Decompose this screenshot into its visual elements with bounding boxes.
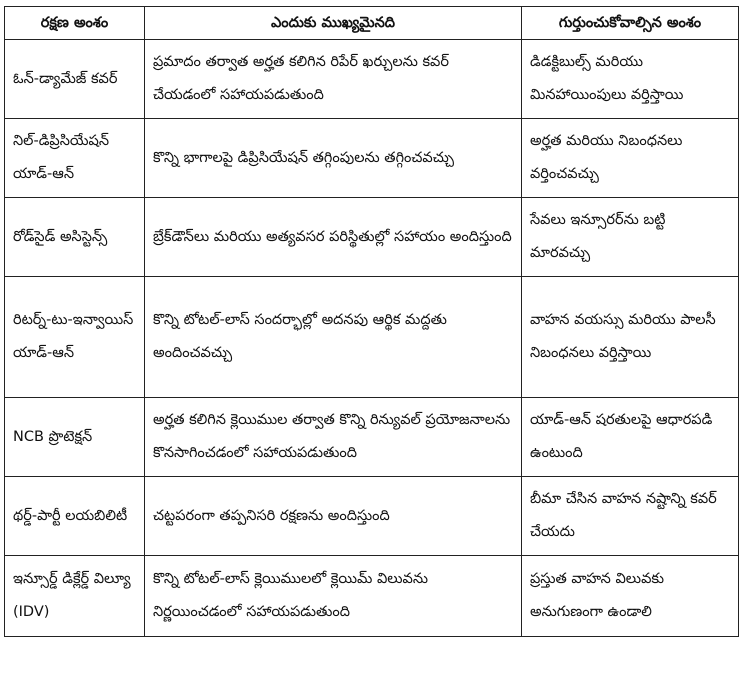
note-cell: సేవలు ఇన్సూరర్‌ను బట్టి మారవచ్చు (522, 198, 739, 277)
why-cell: కొన్ని భాగాలపై డిప్రిసియేషన్ తగ్గింపులను తగ్గించవచ్చు (145, 119, 522, 198)
note-cell: యాడ్-ఆన్ షరతులపై ఆధారపడి ఉంటుంది (522, 398, 739, 477)
cover-cell: ఇన్సూర్డ్ డిక్లేర్డ్ విల్యూ (IDV) (5, 556, 145, 637)
coverage-table (4, 6, 739, 637)
cover-cell: రోడ్‌సైడ్ అసిస్టెన్స్ (5, 198, 145, 277)
table-row (5, 477, 739, 556)
column-header-cover: రక్షణ అంశం (5, 7, 145, 40)
table-row (5, 398, 739, 477)
why-cell: అర్హత కలిగిన క్లెయిముల తర్వాత కొన్ని రిన్యువల్ ప్రయోజనాలను కొనసాగించడంలో సహాయపడుతుంది (145, 398, 522, 477)
note-cell: బీమా చేసిన వాహన నష్టాన్ని కవర్ చేయదు (522, 477, 739, 556)
cover-cell: నిల్-డిప్రిసియేషన్ యాడ్-ఆన్ (5, 119, 145, 198)
column-header-note: గుర్తుంచుకోవాల్సిన అంశం (522, 7, 739, 40)
why-cell: చట్టపరంగా తప్పనిసరి రక్షణను అందిస్తుంది (145, 477, 522, 556)
note-cell: వాహన వయస్సు మరియు పాలసీ నిబంధనలు వర్తిస్తాయి (522, 277, 739, 398)
cover-cell: NCB ప్రొటెక్షన్ (5, 398, 145, 477)
table-row (5, 40, 739, 119)
cover-cell: థర్డ్-పార్టీ లయబిలిటీ (5, 477, 145, 556)
column-header-why: ఎందుకు ముఖ్యమైనది (145, 7, 522, 40)
table-row (5, 119, 739, 198)
note-cell: డిడక్టిబుల్స్ మరియు మినహాయింపులు వర్తిస్తాయి (522, 40, 739, 119)
why-cell: కొన్ని టోటల్-లాస్ సందర్భాల్లో అదనపు ఆర్థిక మద్దతు అందించవచ్చు (145, 277, 522, 398)
why-cell: ప్రమాదం తర్వాత అర్హత కలిగిన రిపేర్ ఖర్చులను కవర్ చేయడంలో సహాయపడుతుంది (145, 40, 522, 119)
table-row (5, 556, 739, 637)
note-cell: ప్రస్తుత వాహన విలువకు అనుగుణంగా ఉండాలి (522, 556, 739, 637)
cover-cell: ఓన్-డ్యామేజ్ కవర్ (5, 40, 145, 119)
table-row (5, 198, 739, 277)
note-cell: అర్హత మరియు నిబంధనలు వర్తించవచ్చు (522, 119, 739, 198)
cover-cell: రిటర్న్-టు-ఇన్వాయిస్ యాడ్-ఆన్ (5, 277, 145, 398)
why-cell: కొన్ని టోటల్-లాస్ క్లెయిములలో క్లెయిమ్ విలువను నిర్ణయించడంలో సహాయపడుతుంది (145, 556, 522, 637)
table-header-row (5, 7, 739, 40)
table-row (5, 277, 739, 398)
why-cell: బ్రేక్‌డౌన్‌లు మరియు అత్యవసర పరిస్థితుల్లో సహాయం అందిస్తుంది (145, 198, 522, 277)
